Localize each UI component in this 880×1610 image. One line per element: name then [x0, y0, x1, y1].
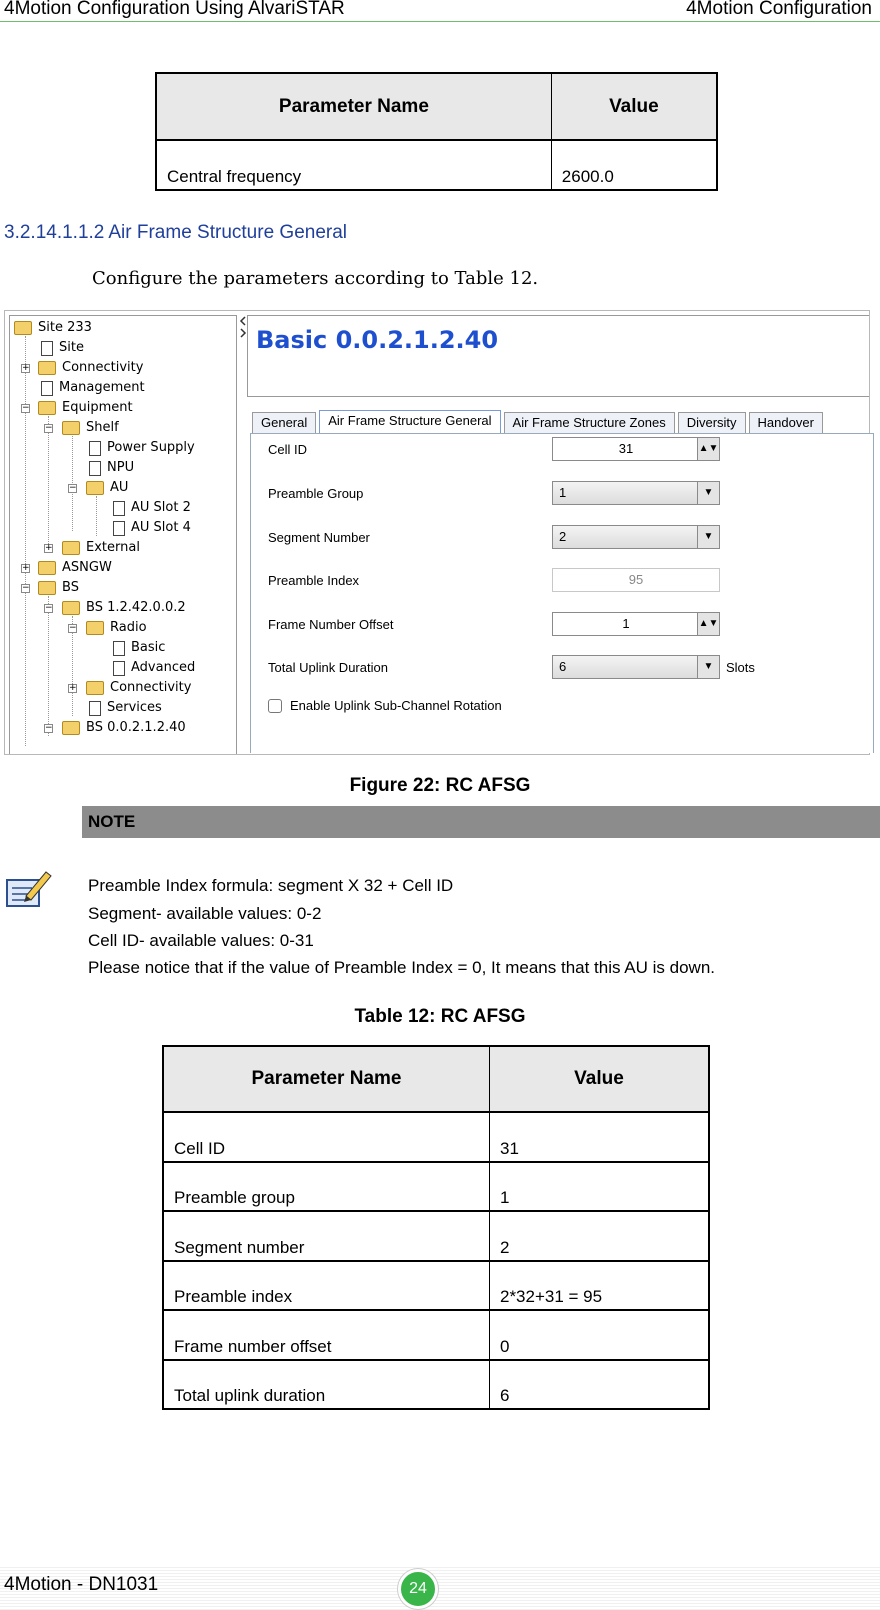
segment-number-select[interactable]: 2 ▼	[552, 525, 720, 549]
folder-icon	[86, 681, 104, 695]
expand-icon[interactable]: +	[22, 363, 30, 373]
section-title: Air Frame Structure General	[108, 222, 348, 243]
collapse-icon[interactable]: −	[69, 623, 77, 633]
document-icon	[113, 521, 125, 536]
page-header	[0, 0, 880, 22]
tab-general[interactable]: General	[252, 412, 316, 434]
table-caption: Table 12: RC AFSG	[354, 1006, 526, 1027]
expand-icon[interactable]: +	[69, 683, 77, 693]
chevron-down-icon[interactable]: ▼	[697, 656, 719, 678]
section-heading	[4, 222, 347, 244]
document-icon	[113, 641, 125, 656]
cell-name: Total uplink duration	[163, 1360, 489, 1410]
collapse-icon[interactable]: −	[45, 723, 53, 733]
uplink-rotation-label: Enable Uplink Sub-Channel Rotation	[290, 698, 502, 713]
cell-id-spinner[interactable]: 31 ▲▼	[552, 437, 720, 461]
tree-item-bs-connectivity[interactable]: Connectivity	[86, 678, 191, 698]
folder-icon	[38, 561, 56, 575]
frame-number-offset-label: Frame Number Offset	[268, 617, 394, 632]
cell-name: Preamble group	[163, 1162, 489, 1212]
cell-value: 31	[489, 1112, 709, 1162]
page-number-badge: 24	[398, 1569, 438, 1609]
parameter-table-frequency	[155, 72, 718, 191]
spinner-arrows-icon[interactable]: ▲▼	[697, 613, 719, 635]
parameter-table-rc-afsg	[162, 1045, 710, 1410]
footer-doc-id: 4Motion - DN1031	[4, 1574, 159, 1595]
header-left: 4Motion Configuration Using AlvariSTAR	[4, 0, 345, 19]
note-line: Segment- available values: 0-2	[88, 904, 322, 923]
tab-air-frame-structure-general[interactable]: Air Frame Structure General	[319, 410, 500, 434]
navigation-tree	[9, 315, 237, 755]
folder-icon	[62, 541, 80, 555]
page-footer	[0, 1566, 880, 1610]
tree-item-management[interactable]: Management	[38, 378, 145, 398]
folder-open-icon	[38, 581, 56, 595]
document-icon	[89, 461, 101, 476]
collapse-icon[interactable]: −	[45, 603, 53, 613]
expand-icon[interactable]: +	[22, 563, 30, 573]
cell-value: 6	[489, 1360, 709, 1410]
table-row	[163, 1112, 709, 1162]
tree-item-shelf[interactable]: Shelf	[62, 418, 119, 438]
col-header-value: Value	[489, 1046, 709, 1112]
tree-item-site-233[interactable]: Site 233	[14, 318, 92, 338]
col-header-value: Value	[551, 73, 717, 140]
folder-open-icon	[86, 621, 104, 635]
header-right: 4Motion Configuration	[686, 0, 872, 19]
tree-item-bs-0-0-2-1-2-40[interactable]: BS 0.0.2.1.2.40	[62, 718, 186, 738]
col-header-parameter: Parameter Name	[163, 1046, 489, 1112]
preamble-group-label: Preamble Group	[268, 486, 364, 501]
expand-icon[interactable]: +	[45, 543, 53, 553]
tree-item-au[interactable]: AU	[86, 478, 128, 498]
tree-item-radio[interactable]: Radio	[86, 618, 147, 638]
col-header-parameter: Parameter Name	[156, 73, 551, 140]
document-icon	[113, 661, 125, 676]
intro-paragraph: Configure the parameters according to Table 12.	[92, 268, 539, 289]
folder-open-icon	[62, 421, 80, 435]
cell-name: Central frequency	[156, 140, 551, 190]
tab-diversity[interactable]: Diversity	[678, 412, 746, 434]
tab-bar	[252, 412, 826, 434]
folder-open-icon	[62, 721, 80, 735]
folder-open-icon	[14, 321, 32, 335]
tree-item-site[interactable]: Site	[38, 338, 84, 358]
tree-item-equipment[interactable]: Equipment	[38, 398, 133, 418]
figure-caption: Figure 22: RC AFSG	[349, 775, 531, 796]
tree-item-au-slot-4[interactable]: AU Slot 4	[110, 518, 191, 538]
note-heading: NOTE	[88, 812, 136, 831]
cell-value: 0	[489, 1310, 709, 1360]
document-icon	[89, 701, 101, 716]
segment-number-label: Segment Number	[268, 530, 370, 545]
folder-open-icon	[62, 601, 80, 615]
table-row	[163, 1162, 709, 1212]
tree-item-power-supply[interactable]: Power Supply	[86, 438, 195, 458]
tree-item-bs[interactable]: BS	[38, 578, 79, 598]
uplink-rotation-checkbox[interactable]	[268, 699, 282, 713]
table-row	[156, 140, 717, 190]
cell-name: Segment number	[163, 1211, 489, 1261]
cell-value: 2	[489, 1211, 709, 1261]
document-icon	[41, 381, 53, 396]
tree-item-services[interactable]: Services	[86, 698, 162, 718]
details-title-pane	[247, 315, 870, 397]
note-line: Preamble Index formula: segment X 32 + Cell ID	[88, 876, 454, 895]
note-header	[82, 806, 880, 838]
tree-item-advanced[interactable]: Advanced	[110, 658, 195, 678]
collapse-icon[interactable]: −	[69, 483, 77, 493]
splitter-arrows-icon	[239, 315, 247, 355]
tree-item-au-slot-2[interactable]: AU Slot 2	[110, 498, 191, 518]
folder-open-icon	[38, 401, 56, 415]
note-pencil-icon	[4, 866, 52, 910]
preamble-index-field: 95	[552, 568, 720, 592]
cell-value: 2600.0	[551, 140, 717, 190]
details-title: Basic 0.0.2.1.2.40	[256, 326, 499, 354]
tab-air-frame-structure-zones[interactable]: Air Frame Structure Zones	[504, 412, 675, 434]
note-line: Cell ID- available values: 0-31	[88, 931, 314, 950]
document-icon	[41, 341, 53, 356]
chevron-down-icon[interactable]: ▼	[697, 526, 719, 548]
tree-item-basic[interactable]: Basic	[110, 638, 165, 658]
spinner-arrows-icon[interactable]: ▲▼	[697, 438, 719, 460]
note-line: Please notice that if the value of Preamble Index = 0, It means that this AU is down.	[88, 958, 715, 977]
folder-icon	[38, 361, 56, 375]
chevron-down-icon[interactable]: ▼	[697, 482, 719, 504]
cell-id-label: Cell ID	[268, 442, 308, 457]
collapse-icon[interactable]: −	[22, 583, 30, 593]
tree-item-asngw[interactable]: ASNGW	[38, 558, 112, 578]
collapse-icon[interactable]: −	[45, 423, 53, 433]
total-uplink-duration-label: Total Uplink Duration	[268, 660, 388, 675]
tree-item-external[interactable]: External	[62, 538, 140, 558]
section-number: 3.2.14.1.1.2	[4, 222, 105, 243]
cell-value: 1	[489, 1162, 709, 1212]
panel-splitter[interactable]	[239, 311, 247, 755]
tree-item-connectivity[interactable]: Connectivity	[38, 358, 143, 378]
table-row	[163, 1261, 709, 1311]
tree-item-npu[interactable]: NPU	[86, 458, 134, 478]
cell-value: 2*32+31 = 95	[489, 1261, 709, 1311]
tab-handover[interactable]: Handover	[749, 412, 823, 434]
table-row	[163, 1211, 709, 1261]
cell-name: Preamble index	[163, 1261, 489, 1311]
cell-name: Cell ID	[163, 1112, 489, 1162]
tree-item-bs-1-2-42-0-0-2[interactable]: BS 1.2.42.0.0.2	[62, 598, 186, 618]
preamble-group-select[interactable]: 1 ▼	[552, 481, 720, 505]
table-row	[163, 1360, 709, 1410]
table-row	[163, 1310, 709, 1360]
slots-unit-label: Slots	[726, 660, 755, 675]
total-uplink-duration-select[interactable]: 6 ▼	[552, 655, 720, 679]
document-icon	[113, 501, 125, 516]
preamble-index-label: Preamble Index	[268, 573, 360, 588]
collapse-icon[interactable]: −	[22, 403, 30, 413]
folder-open-icon	[86, 481, 104, 495]
document-icon	[89, 441, 101, 456]
cell-name: Frame number offset	[163, 1310, 489, 1360]
frame-number-offset-spinner[interactable]: 1 ▲▼	[552, 612, 720, 636]
